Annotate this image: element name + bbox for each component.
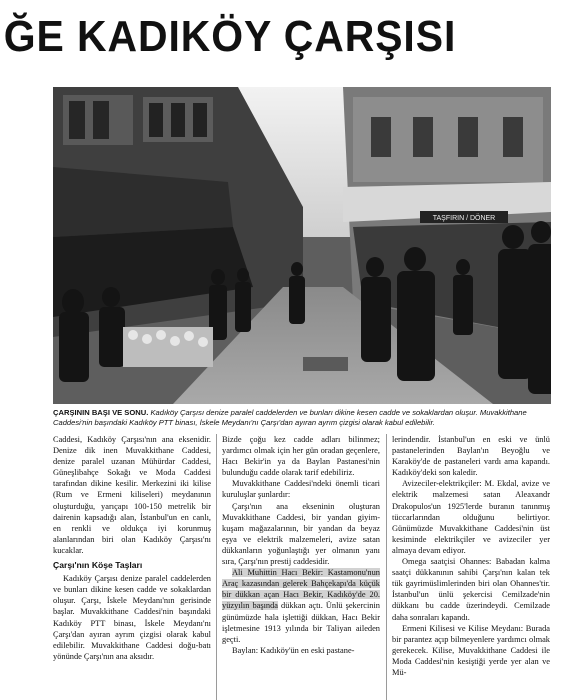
paragraph: Avizeciler-elektrikçiler: M. Ekdal, avize ve elektrik malzemesi satan Aleaxandr Drakopulos'un 1925'lerde buranın tanınmış tüccarlarından olduğunu belirtiyor. Günümüzde Muvakkithane Caddesi'nin üst kesiminde elektrikçiler ve avizeciler yer almaya devam ediyor.: [392, 479, 550, 555]
paragraph: Muvakkithane Caddesi'ndeki önemli ticari kuruluşlar şunlardır:: [222, 479, 380, 500]
column-divider: [216, 434, 217, 700]
article-column-2: [222, 434, 380, 700]
paragraph: Omega saatçisi Ohannes: Babadan kalma saatçi dükkanının sahibi Çarşı'nın kalan tek tük gayrimüslimlerinden biri olan Ohannes'tir. İstanbul'un ünlü şekercisi Cemilzade'nin dükkanı bu cadde üzerindeydi. Cemilzade daha sonraları kapandı.: [392, 557, 550, 622]
paragraph: Ermeni Kilisesi ve Kilise Meydanı: Burada bir parantez açıp bilmeyenlere yardımcı olmak gerekecek. Kilise, Muvakkithane Caddesi ile Moda Caddesi'nin kesiştiği yerde yer alan ve Mü-: [392, 623, 550, 677]
street-photo-image: [53, 87, 551, 404]
article-column-3: [392, 434, 550, 700]
column-divider: [386, 434, 387, 700]
section-subhead: Çarşı'nın Köşe Taşları: [53, 560, 143, 571]
article-column-1: [53, 434, 211, 700]
paragraph: Kadıköy Çarşısı denize paralel caddelerden ve bunları dikine kesen cadde ve sokaklardan oluşur. Çarşı, İskele Meydanı'nın gerisinde başlar. Muvakkithane Caddesi'nin başındaki Kadıköy PTT binası, İskele Meydanı'nı Çarşı'dan ayıran ayrım çizgisi olarak kabul edilebilir. Muvakkithane Caddesi doğu-batı yönünde Çarşı'nın ana aksıdır.: [53, 574, 211, 661]
article-body: [53, 434, 551, 700]
shop-sign-text: TAŞFIRIN / DÖNER: [432, 215, 496, 222]
caption-text: Kadıköy Çarşısı denize paralel caddelerden ve bunları dikine kesen cadde ve sokaklardan oluşur. Muvakkithane Caddesi'nin başındaki Kadıköy PTT binası, İskele Meydanı'nı Çarşı'dan ayıran ayrım çizgisi olarak kabul edilebilir.: [53, 408, 527, 427]
caption-title: ÇARŞININ BAŞI VE SONU.: [53, 408, 149, 417]
paragraph: Çarşı'nın ana ekseninin oluşturan Muvakkithane Caddesi, bir yandan giyim-kuşam mağazalarının, bir yandan da beyaz eşya ve elektrik malzemeleri, avize satan dükkanların yoğunlaştığı yer olmanın yanı sıra, Çarşı'nın prestij caddesidir.: [222, 501, 380, 567]
paragraph: Caddesi, Kadıköy Çarşısı'nın ana eksenidir. Denize dik inen Muvakkithane Caddesi, denize paralel uzanan Mühürdar Caddesi, Güneşlibahçe Sokağı ve Moda Caddesi tarafından dikine kesilir. Merkezini iki kilise (Rum ve Ermeni kiliseleri) meydanının oluşturduğu, yarıçapı 100-150 metrelik bir dairenin kapsadığı alan, İstanbul'un en canlı, en renkli ve oldukça iyi korunmuş alanlarından biri olan Kadıköy Çarşısı'nı kucaklar.: [53, 435, 211, 555]
paragraph: Baylan: Kadıköy'ün en eski pastane-: [232, 645, 355, 655]
paragraph: lerindendir. İstanbul'un en eski ve ünlü pastanelerinden Baylan'ın Beyoğlu ve Karaköy'de de pastaneleri vardı ama kapandı. Kadıköy'deki son kaledir.: [392, 435, 550, 478]
street-photo: [53, 87, 551, 404]
paragraph-continuation: dükkan açtı. Ünlü şekercinin günümüzde hala işlettiği dükkan, Hacı Bekir işletmesine 1913 yılında bir Taliyan aileden geçti.: [222, 601, 380, 644]
paragraph: Bizde çoğu kez cadde adları bilinmez; yardımcı olmak için her gün oradan geçenlere, Hacı Bekir'in ya da Baylan Pastanesi'nin bulunduğu cadde olarak tarif edebiliriz.: [222, 435, 380, 478]
photo-caption: [53, 408, 551, 428]
headline: ĞE KADIKÖY ÇARŞISI: [3, 12, 457, 61]
highlighted-text: Ali Muhittin Hacı Bekir: Kastamonu'nun Araç kazasından gelerek Bahçekapı'da küçük bir dükkan açan Hacı Bekir, Kadıköy'de 20. yüzyılın başında: [222, 568, 380, 611]
